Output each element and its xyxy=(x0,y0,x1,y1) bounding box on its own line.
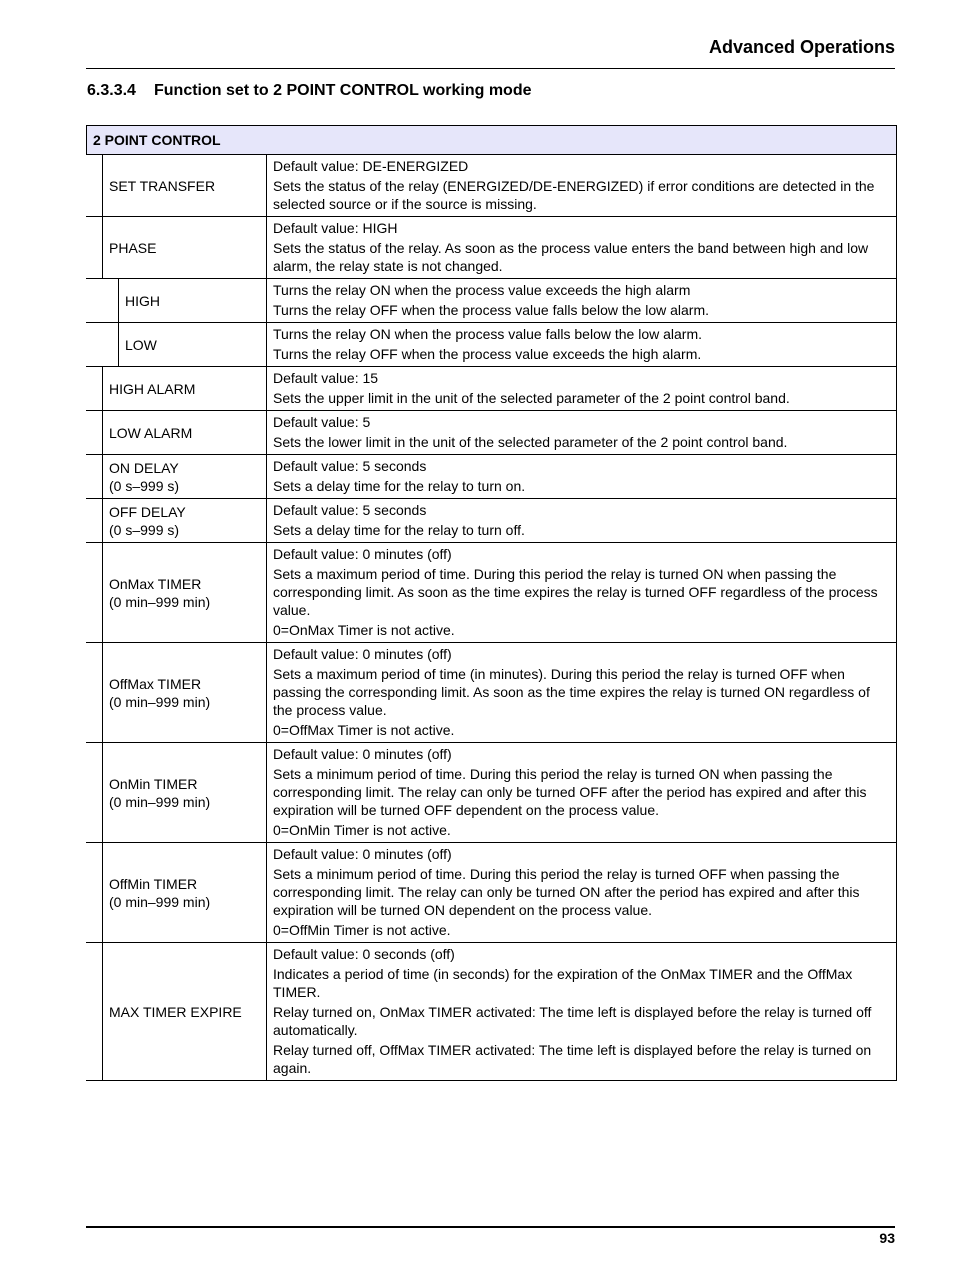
header-rule xyxy=(86,68,895,69)
table-row xyxy=(86,367,897,411)
description-line: Default value: 5 seconds xyxy=(273,458,427,474)
setting-description-cell xyxy=(267,943,897,1080)
description-line: Sets a minimum period of time. During this period the relay is turned ON when passing the corresponding limit. The relay can only be turned OFF after the period has expired and after this expiration will be turned OFF dependent on the process value. xyxy=(273,766,867,818)
table-row xyxy=(86,411,897,455)
table-row xyxy=(86,455,897,499)
setting-name-cell xyxy=(102,155,267,216)
description-line: Sets a minimum period of time. During this period the relay is turned OFF when passing the corresponding limit. The relay can only be turned ON after the period has expired and after this expiration will be turned ON dependent on the process value. xyxy=(273,866,860,918)
setting-description-cell xyxy=(267,499,897,542)
setting-name-cell xyxy=(118,279,267,322)
description-line: Relay turned off, OffMax TIMER activated: The time left is displayed before the relay is turned on again. xyxy=(273,1042,872,1076)
description-line: Sets a delay time for the relay to turn on. xyxy=(273,478,526,494)
setting-range: (0 s–999 s) xyxy=(109,521,180,538)
setting-description-cell xyxy=(267,455,897,498)
description-line: Turns the relay OFF when the process value exceeds the high alarm. xyxy=(273,346,702,362)
setting-name-cell xyxy=(102,943,267,1080)
setting-name-cell xyxy=(102,843,267,942)
description-line: Default value: 15 xyxy=(273,370,379,386)
setting-description-cell xyxy=(267,643,897,742)
footer-rule xyxy=(86,1226,895,1228)
setting-name-cell xyxy=(102,367,267,410)
setting-name: OnMax TIMER xyxy=(109,575,202,592)
setting-name: OffMin TIMER xyxy=(109,875,198,892)
setting-range: (0 s–999 s) xyxy=(109,477,180,494)
setting-name: HIGH xyxy=(125,292,160,309)
setting-description-cell xyxy=(267,155,897,216)
setting-name-cell xyxy=(102,499,267,542)
setting-range: (0 min–999 min) xyxy=(109,793,211,810)
description-line: Sets the upper limit in the unit of the selected parameter of the 2 point control band. xyxy=(273,390,790,406)
table-row xyxy=(86,543,897,643)
settings-table xyxy=(86,125,897,1081)
running-header-title: Advanced Operations xyxy=(708,37,895,57)
setting-description-cell xyxy=(267,743,897,842)
table-row xyxy=(86,217,897,279)
setting-description-cell xyxy=(267,279,897,322)
table-body xyxy=(86,155,897,1081)
description-line: 0=OffMin Timer is not active. xyxy=(273,922,451,938)
description-line: Default value: 0 seconds (off) xyxy=(273,946,455,962)
setting-name-cell xyxy=(102,217,267,278)
setting-description-cell xyxy=(267,323,897,366)
description-line: Sets the lower limit in the unit of the selected parameter of the 2 point control band. xyxy=(273,434,788,450)
description-line: Sets the status of the relay (ENERGIZED/DE-ENERGIZED) if error conditions are detected in the selected source or if the source is missing. xyxy=(273,178,875,212)
description-line: 0=OnMax Timer is not active. xyxy=(273,622,455,638)
description-line: Default value: 0 minutes (off) xyxy=(273,646,452,662)
setting-name: OFF DELAY xyxy=(109,503,186,520)
table-heading: 2 POINT CONTROL xyxy=(86,125,897,155)
table-row xyxy=(86,499,897,543)
description-line: Default value: 0 minutes (off) xyxy=(273,746,452,762)
setting-range: (0 min–999 min) xyxy=(109,693,211,710)
description-line: Sets a maximum period of time (in minutes). During this period the relay is turned OFF when passing the corresponding limit. As soon as the time expires the relay is turned ON regardless of the process value. xyxy=(273,666,870,718)
section-heading xyxy=(87,82,532,100)
setting-name: LOW ALARM xyxy=(109,424,193,441)
setting-name: ON DELAY xyxy=(109,459,179,476)
setting-name: OnMin TIMER xyxy=(109,775,198,792)
setting-name: LOW xyxy=(125,336,157,353)
setting-name-cell xyxy=(118,323,267,366)
setting-name-cell xyxy=(102,455,267,498)
description-line: Default value: 0 minutes (off) xyxy=(273,546,452,562)
description-line: Turns the relay ON when the process value falls below the low alarm. xyxy=(273,326,703,342)
setting-description-cell xyxy=(267,543,897,642)
setting-range: (0 min–999 min) xyxy=(109,893,211,910)
description-line: Default value: 5 seconds xyxy=(273,502,427,518)
setting-description-cell xyxy=(267,217,897,278)
description-line: Default value: HIGH xyxy=(273,220,398,236)
description-line: Turns the relay OFF when the process value falls below the low alarm. xyxy=(273,302,710,318)
setting-name-cell xyxy=(102,643,267,742)
description-line: Sets a maximum period of time. During this period the relay is turned ON when passing the corresponding limit. As soon as the time expires the relay is turned OFF regardless of the process value. xyxy=(273,566,878,618)
section-title: Function set to 2 POINT CONTROL working mode xyxy=(154,82,532,99)
description-line: Relay turned on, OnMax TIMER activated: The time left is displayed before the relay is turned off automatically. xyxy=(273,1004,872,1038)
description-line: 0=OffMax Timer is not active. xyxy=(273,722,455,738)
table-row xyxy=(86,155,897,217)
table-row xyxy=(86,743,897,843)
setting-name: OffMax TIMER xyxy=(109,675,202,692)
setting-name-cell xyxy=(102,743,267,842)
setting-description-cell xyxy=(267,843,897,942)
setting-name: SET TRANSFER xyxy=(109,177,216,194)
page-number: 93 xyxy=(879,1230,895,1246)
table-row xyxy=(86,843,897,943)
table-row xyxy=(86,323,897,367)
setting-range: (0 min–999 min) xyxy=(109,593,211,610)
description-line: Sets a delay time for the relay to turn off. xyxy=(273,522,525,538)
section-number: 6.3.3.4 xyxy=(87,82,136,99)
setting-name-cell xyxy=(102,543,267,642)
description-line: Default value: 0 minutes (off) xyxy=(273,846,452,862)
table-row xyxy=(86,279,897,323)
table-row xyxy=(86,943,897,1081)
setting-name: MAX TIMER EXPIRE xyxy=(109,1003,242,1020)
setting-description-cell xyxy=(267,411,897,454)
setting-description-cell xyxy=(267,367,897,410)
description-line: Turns the relay ON when the process value exceeds the high alarm xyxy=(273,282,691,298)
description-line: 0=OnMin Timer is not active. xyxy=(273,822,451,838)
description-line: Default value: 5 xyxy=(273,414,371,430)
description-line: Default value: DE-ENERGIZED xyxy=(273,158,469,174)
description-line: Indicates a period of time (in seconds) for the expiration of the OnMax TIMER and the OffMax TIMER. xyxy=(273,966,853,1000)
setting-name: HIGH ALARM xyxy=(109,380,196,397)
table-row xyxy=(86,643,897,743)
description-line: Sets the status of the relay. As soon as the process value enters the band between high and low alarm, the relay state is not changed. xyxy=(273,240,869,274)
setting-name: PHASE xyxy=(109,239,157,256)
setting-name-cell xyxy=(102,411,267,454)
